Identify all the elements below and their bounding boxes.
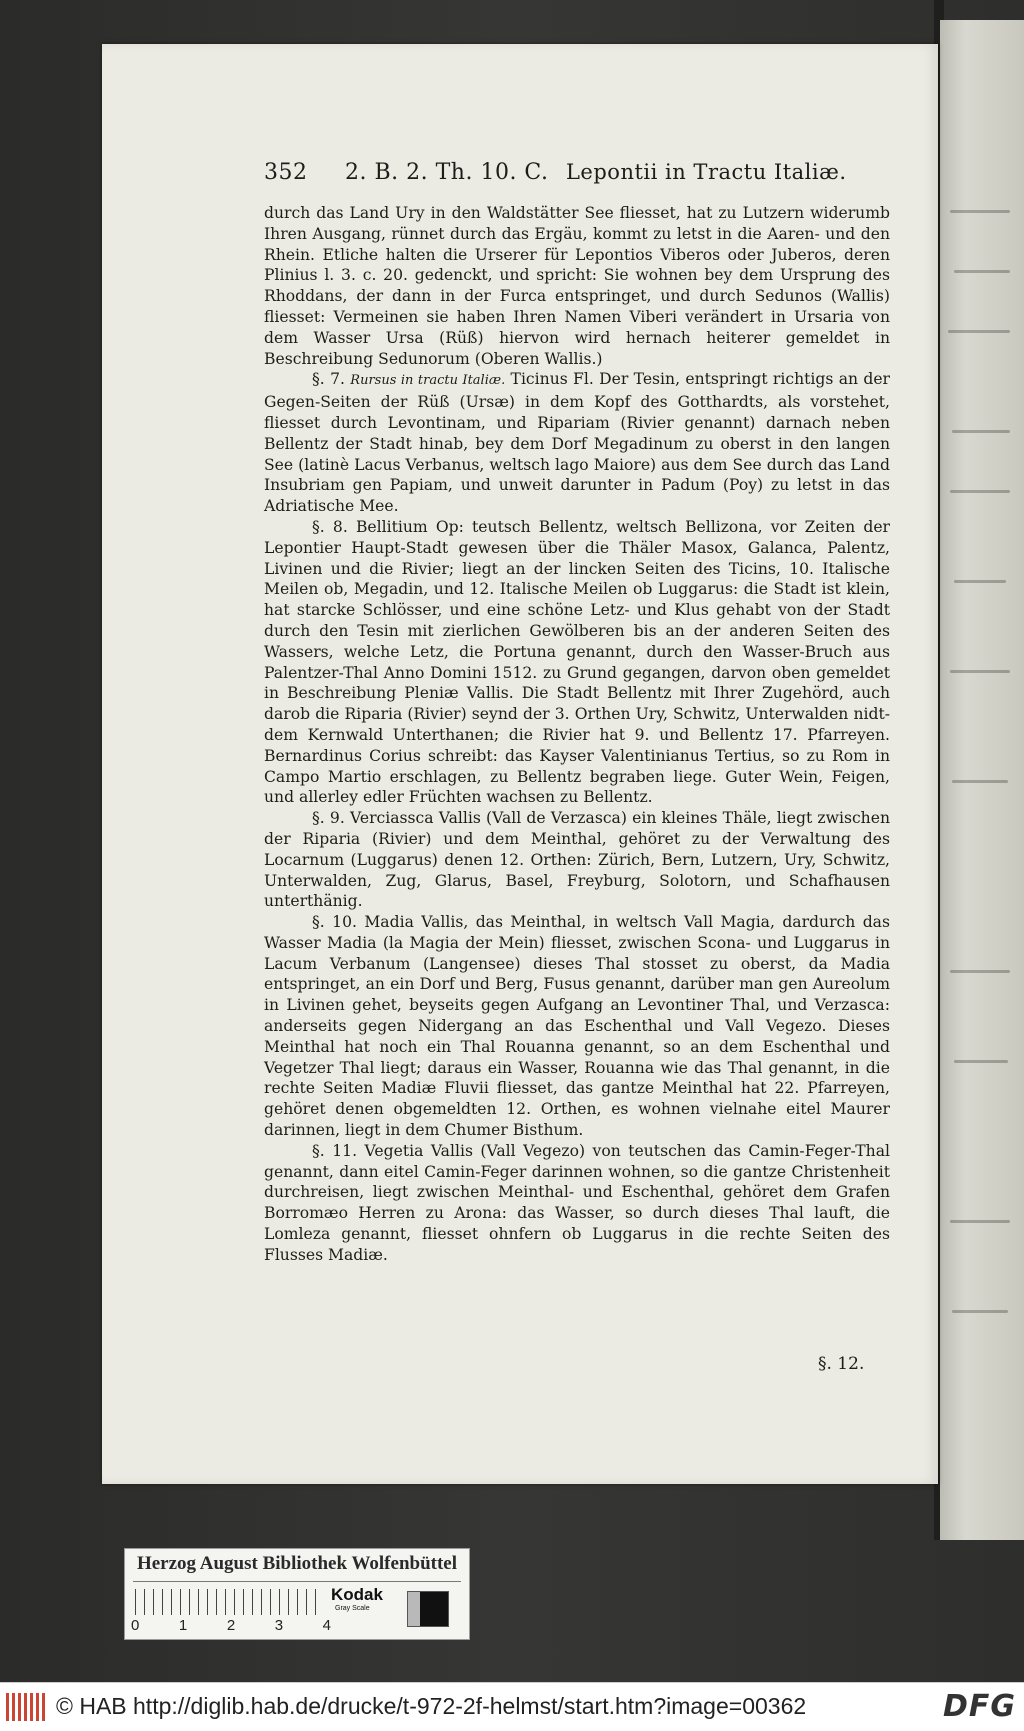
faint-text-line — [948, 330, 1010, 333]
section-number: §. 7. — [312, 370, 345, 389]
footer-bar — [0, 1682, 1024, 1731]
side-note: Rursus in tractu Italiæ. — [350, 373, 506, 389]
tick-label: 1 — [178, 1617, 188, 1634]
body-text — [264, 203, 890, 1266]
tick-label: 3 — [274, 1617, 284, 1634]
faint-text-line — [952, 780, 1008, 783]
faint-text-line — [952, 430, 1010, 433]
paragraph-text: Madia Vallis, das Meinthal, in weltsch Vall Magia, dardurch das Wasser Madia (la Magia der Mein) fliesset, zwischen Scona- und Luggarus in Lacum Verbanum (Langensee) dieses Thal stosset zu oberst, da Madia entspringet, an ein Dorf und Berg, Fusus genannt, darüber man gen Aureolum in Livinen gehet, beyseits gegen Aufgang an Levontiner Thal, und Verzasca: anderseits gegen Nidergang an das Eschenthal und Vall Vegezo. Dieses Meinthal hat noch ein Thal Rouanna genannt, so an dem Eschenthal und Vegetzer Thal liegt; daraus ein Wasser, Rouanna wie das Thal genannt, in die rechte Seiten Madiæ Fluvii fliesset, das gantze Meinthal hat 22. Pfarreyen, gehöret denen obgemeldten 12. Orthen, es wohnen vielnahe eitel Maurer darinnen, liegt in dem Chumer Bisthum. — [264, 913, 890, 1140]
color-calibration-bar — [124, 1548, 470, 1640]
paragraph — [264, 912, 890, 1141]
section-number: §. 11. — [312, 1141, 358, 1160]
faint-text-line — [954, 580, 1006, 583]
paragraph — [264, 517, 890, 808]
page-number: 352 — [264, 160, 308, 185]
library-name: Herzog August Bibliothek Wolfenbüttel — [136, 1553, 458, 1574]
faint-text-line — [950, 970, 1010, 973]
paragraph-text: Verciassca Vallis (Vall de Verzasca) ein kleines Thäle, liegt zwischen der Riparia (Rivier) und dem Meinthal, gehöret zu der Verwaltung des Locarnum (Luggarus) denen 12. Orthen: Zürich, Bern, Lutzern, Ury, Schwitz, Unterwalden, Zug, Glarus, Basel, Freyburg, Solotorn, und Schafhausen unterthänig. — [264, 809, 890, 911]
barcode-icon — [6, 1693, 46, 1721]
brand-name: Kodak — [331, 1585, 383, 1604]
paragraph-text: Bellitium Op: teutsch Bellentz, weltsch Bellizona, vor Zeiten der Lepontier Haupt-Stadt gewesen über die Thäler Masox, Galanca, Palentz, Livinen und die Rivier; liegt an der lincken Seiten des Ticins, 10. Italische Meilen ob, Megadin, und 12. Italische Meilen ob Luggarus: die Stadt ist klein, hat starcke Schlösser, und eine schöne Letz- und Klus gehabt von der Stadt durch den Tesin mit zierlichen Gewölberen bis an der anderen Seiten des Wassers, welche Letz, die Portuna genannt, durch den Wasser-Bruch aus Palentzer-Thal Anno Domini 1512. zu Grund gegangen, darvon oben gemeldet in Beschreibung Pleniæ Vallis. Die Stadt Bellentz mit Ihrer Zugehörd, auch darob die Riparia (Rivier) seynd der 3. Orthen Ury, Schwitz, Unterwalden nidt- dem Kernwald Unterthanen; die Rivier hat 9. und Bellentz 17. Pfarreyen. Bernardinus Corius schreibt: das Kayser Valentinianus Tertius, so zu Rom in Campo Martio erschlagen, zu Bellentz begraben liege. Guter Wein, Feigen, und allerley edler Früchten wachsen zu Bellentz. — [264, 517, 890, 807]
paragraph — [264, 203, 890, 369]
catchword: §. 12. — [818, 1354, 865, 1374]
brand-subtitle: Gray Scale — [335, 1605, 370, 1612]
section-number: §. 9. — [312, 809, 345, 828]
paragraph — [264, 1141, 890, 1266]
section-number: §. 10. — [312, 913, 357, 932]
section-number: §. 8. — [312, 517, 348, 536]
paragraph-text: durch das Land Ury in den Waldstätter See fliesset, hat zu Lutzern widerumb Ihren Ausgang, rünnet durch das Ergäu, kommt zu letst in die Aaren- und den Rhein. Etliche halten die Urserer für Lepontios Viberos oder Juberos, deren Plinius l. 3. c. 20. gedenckt, und spricht: Sie wohnen bey dem Ursprung des Rhoddans, der dann in der Furca entspringet, und durch Sedunos (Wallis) fliesset: Vermeinen sie haben Ihren Namen Viberi verändert in Ursaria von dem Wasser Ursa (Rüß) hiervon wird hernach heiterer gemeldet in Beschreibung Sedunorum (Oberen Wallis.) — [264, 204, 890, 368]
faint-text-line — [950, 1220, 1010, 1223]
book-reference: 2. B. 2. Th. 10. C. — [345, 160, 549, 185]
divider — [133, 1581, 461, 1582]
ruler-scale — [135, 1589, 323, 1615]
faint-text-line — [950, 490, 1010, 493]
paragraph — [264, 369, 890, 517]
source-link[interactable]: © HAB http://diglib.hab.de/drucke/t-972-2f-helmst/start.htm?image=00362 — [56, 1693, 807, 1719]
facing-page-edge — [940, 20, 1024, 1540]
faint-text-line — [950, 210, 1010, 213]
running-title: Lepontii in Tractu Italiæ. — [565, 160, 847, 184]
faint-text-line — [954, 270, 1010, 273]
dfg-logo: DFG — [942, 1689, 1016, 1724]
tick-label: 4 — [322, 1617, 331, 1634]
paragraph-text: Ticinus Fl. Der Tesin, entspringt richtigs an der Gegen-Seiten der Rüß (Ursæ) in dem Kopf des Gotthardts, als vorstehet, fliesset durch Levontinam, und Ripariam (Rivier genannt) darnach neben Bellentz der Stadt hinab, bey dem Dorf Megadinum zu oberst in den langen See (latinè Lacus Verbanus, weltsch lago Maiore) aus dem See durch das Land Insubriam gen Papiam, und unweit darunter in Padum (Poy) zu letst in das Adriatische Mee. — [264, 370, 891, 516]
faint-text-line — [954, 1060, 1008, 1063]
paragraph — [264, 808, 890, 912]
paragraph-text: Vegetia Vallis (Vall Vegezo) von teutschen das Camin-Feger-Thal genannt, dann eitel Camin-Feger darinnen wohnen, so die gantze Christenheit durchreisen, liegt zwischen Meinthal- und Eschenthal, gehöret dem Grafen Borromæo Herren zu Arona: das Wasser, so durch dieses Thal lauft, die Lomleza genannt, fliesset ohnfern ob Luggarus in die rechte Seiten des Flusses Madiæ. — [264, 1141, 890, 1264]
gray-patch — [407, 1591, 449, 1627]
tick-label: 0 — [131, 1617, 140, 1634]
faint-text-line — [950, 670, 1010, 673]
running-head — [264, 160, 847, 185]
ruler-ticks — [131, 1617, 331, 1634]
faint-text-line — [952, 1310, 1008, 1313]
tick-label: 2 — [226, 1617, 236, 1634]
